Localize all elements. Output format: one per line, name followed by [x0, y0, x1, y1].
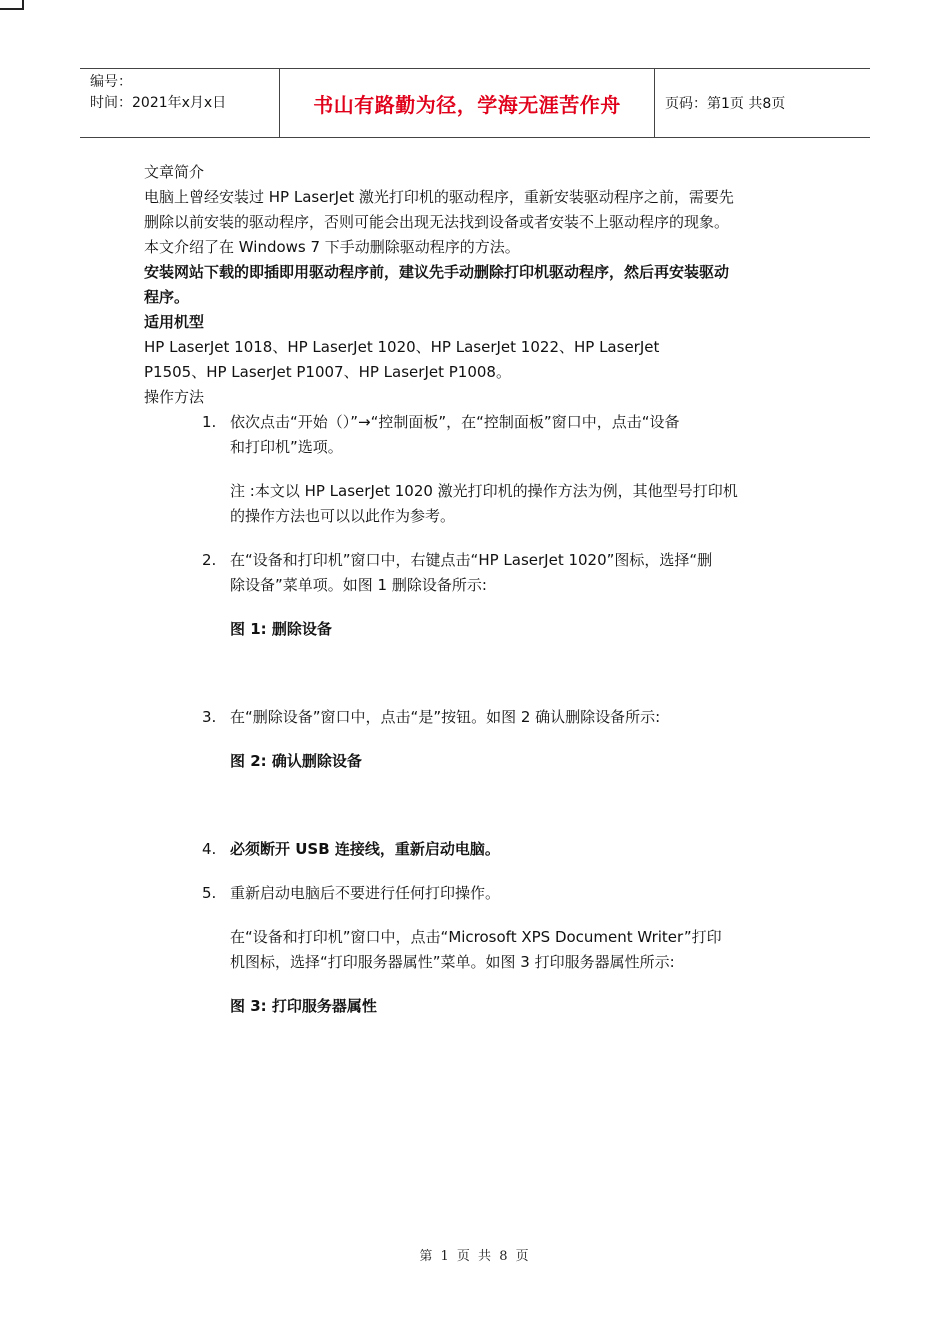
step-2 [144, 548, 814, 598]
figure-caption: 图 1: 删除设备 [230, 620, 332, 638]
method-heading: 操作方法 [144, 388, 205, 406]
step-number: 2. [202, 551, 217, 569]
step-text: 和打印机”选项。 [230, 438, 343, 456]
step-text: 重新启动电脑后不要进行任何打印操作。 [230, 884, 501, 902]
intro-heading: 文章简介 [144, 163, 205, 181]
document-header [80, 68, 870, 138]
header-motto: 书山有路勤为径，学海无涯苦作舟 [280, 69, 655, 137]
note-text: 的操作方法也可以以此作为参考。 [230, 507, 456, 525]
steps-list [144, 410, 814, 1019]
step-3 [144, 705, 814, 730]
corner-mark [0, 0, 24, 10]
header-page-code: 页码：第1页 共8页 [665, 96, 786, 112]
document-body [144, 160, 814, 1019]
models-heading: 适用机型 [144, 313, 205, 331]
step-4 [144, 837, 814, 862]
number-label: 编号： [90, 74, 132, 90]
step-text: 在“设备和打印机”窗口中，点击“Microsoft XPS Document Writer”打印 [230, 928, 722, 946]
step-text: 在“设备和打印机”窗口中，右键点击“HP LaserJet 1020”图标，选择“删 [230, 551, 713, 569]
intro-bold-line: 程序。 [144, 288, 190, 306]
header-meta [80, 69, 280, 137]
step-number: 4. [202, 840, 217, 858]
step-5-detail [144, 925, 814, 975]
note-text: 注 :本文以 HP LaserJet 1020 激光打印机的操作方法为例，其他型号打印机 [230, 482, 738, 500]
step-number: 3. [202, 708, 217, 726]
figure-caption: 图 2: 确认删除设备 [230, 752, 362, 770]
intro-line: 电脑上曾经安装过 HP LaserJet 激光打印机的驱动程序，重新安装驱动程序之前，需要先 [144, 188, 734, 206]
step-text: 依次点击“开始（）”→“控制面板”，在“控制面板”窗口中，点击“设备 [230, 413, 680, 431]
step-1 [144, 410, 814, 460]
models-line: P1505、HP LaserJet P1007、HP LaserJet P1008。 [144, 363, 511, 381]
step-text: 在“删除设备”窗口中，点击“是”按钮。如图 2 确认删除设备所示: [230, 708, 661, 726]
step-text: 必须断开 USB 连接线，重新启动电脑。 [230, 840, 500, 858]
step-5 [144, 881, 814, 906]
page-footer: 第 1 页 共 8 页 [419, 1249, 531, 1264]
time-label: 时间：2021年x月x日 [90, 95, 227, 111]
note [144, 479, 814, 529]
figure-caption: 图 3: 打印服务器属性 [230, 997, 377, 1015]
step-number: 1. [202, 413, 217, 431]
intro-bold-line: 安装网站下载的即插即用驱动程序前，建议先手动删除打印机驱动程序，然后再安装驱动 [144, 263, 730, 281]
intro-line: 删除以前安装的驱动程序，否则可能会出现无法找到设备或者安装不上驱动程序的现象。 [144, 213, 730, 231]
step-text: 除设备”菜单项。如图 1 删除设备所示: [230, 576, 487, 594]
intro-line: 本文介绍了在 Windows 7 下手动删除驱动程序的方法。 [144, 238, 520, 256]
step-text: 机图标，选择“打印服务器属性”菜单。如图 3 打印服务器属性所示: [230, 953, 675, 971]
models-line: HP LaserJet 1018、HP LaserJet 1020、HP LaserJet 1022、HP LaserJet [144, 338, 660, 356]
step-number: 5. [202, 884, 217, 902]
